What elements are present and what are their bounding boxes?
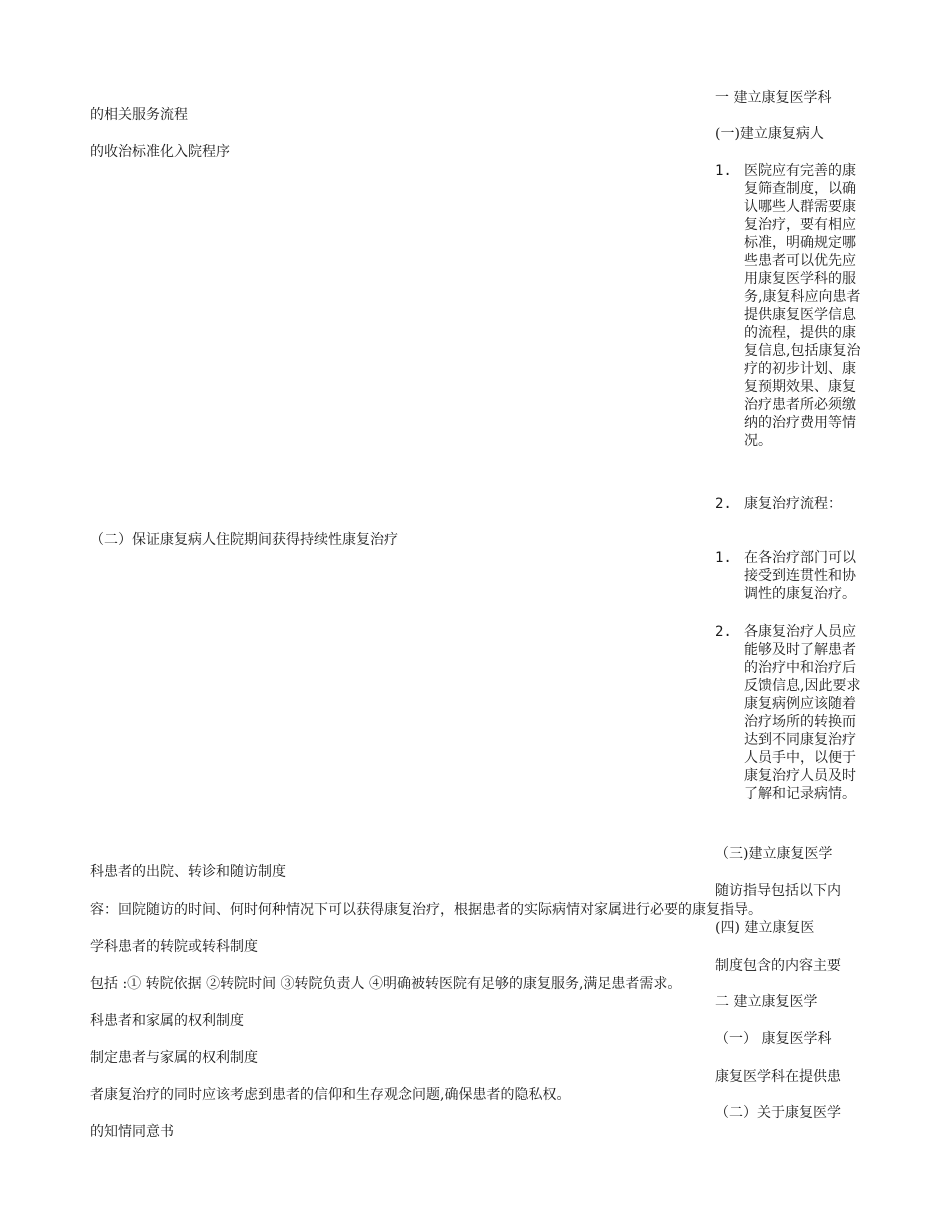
left-line-rights-system: 科患者和家属的权利制度: [90, 1013, 244, 1029]
left-line-transfer-system: 学科患者的转院或转科制度: [90, 939, 258, 955]
right-heading-2: 二 建立康复医学: [715, 994, 818, 1010]
right-heading-1-1: (一)建立康复病人: [715, 126, 824, 142]
right-heading-1-4: (四) 建立康复医: [715, 920, 815, 936]
list-number: 2.: [715, 624, 732, 640]
list-text: 各康复治疗人员应能够及时了解患者的治疗中和治疗后反馈信息,因此要求康复病例应该随着治疗场所的转换而达到不同康复治疗人员手中，以便于康复治疗人员及时了解和记录病情。: [744, 624, 861, 802]
list-text: 医院应有完善的康复筛查制度，以确认哪些人群需要康复治疗，要有相应标准，明确规定哪些患者可以优先应用康复医学科的服务,康复科应向患者提供康复医学信息的流程，提供的康复信息,包括康复治疗的初步计划、康复预期效果、康复治疗患者所必须缴纳的治疗费用等情况。: [744, 163, 861, 449]
left-line-discharge-system: 科患者的出院、转诊和随访制度: [90, 864, 286, 880]
list-text: 在各治疗部门可以接受到连贯性和协调性的康复治疗。: [744, 550, 856, 602]
right-heading-1-3: （三)建立康复医学: [715, 846, 833, 862]
right-heading-2-1: （一） 康复医学科: [715, 1031, 832, 1047]
right-paragraph-system: 制度包含的内容主要: [715, 958, 841, 974]
left-heading-continuous-treatment: （二）保证康复病人住院期间获得持续性康复治疗: [90, 532, 398, 548]
left-line-privacy: 者康复治疗的同时应该考虑到患者的信仰和生存观念问题,确保患者的隐私权。: [90, 1087, 571, 1103]
list-number: 1.: [715, 163, 732, 179]
list-number: 2.: [715, 496, 732, 512]
right-heading-1: 一 建立康复医学科: [715, 90, 832, 106]
list-number: 1.: [715, 550, 732, 566]
right-heading-2-2: （二）关于康复医学: [715, 1105, 841, 1121]
left-line-consent-form: 的知情同意书: [90, 1124, 174, 1140]
left-line-admission-procedure: 的收治标准化入院程序: [90, 144, 230, 160]
left-line-rights-formulate: 制定患者与家属的权利制度: [90, 1050, 258, 1066]
list-text: 康复治疗流程：: [744, 496, 842, 512]
left-line-followup-content: 容：回院随访的时间、何时何种情况下可以获得康复治疗，根据患者的实际病情对家属进行必要的康复指导。: [90, 902, 762, 918]
right-paragraph-followup: 随访指导包括以下内: [715, 883, 841, 899]
left-line-service-process: 的相关服务流程: [90, 107, 188, 123]
left-line-transfer-items: 包括 :① 转院依据 ②转院时间 ③转院负责人 ④明确被转医院有足够的康复服务,满足患者需求。: [90, 976, 682, 992]
right-paragraph-provide: 康复医学科在提供患: [715, 1069, 841, 1085]
